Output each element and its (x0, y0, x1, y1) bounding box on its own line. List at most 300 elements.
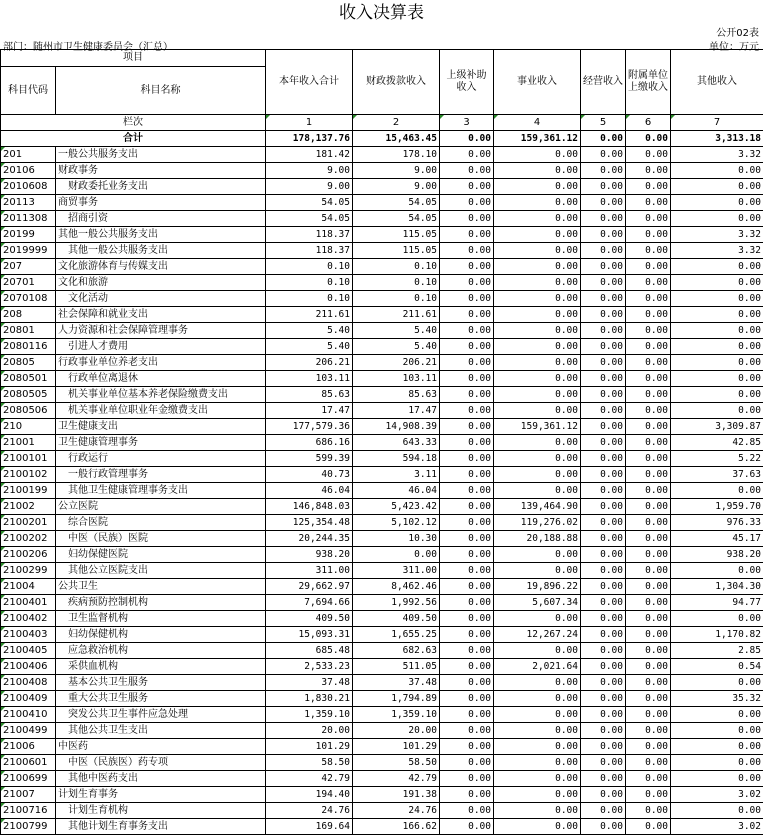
amount-cell: 0.00 (626, 403, 671, 419)
table-row (1, 435, 763, 451)
amount-cell: 0.00 (494, 355, 581, 371)
amount-cell: 5,102.12 (353, 515, 440, 531)
subject-code-cell: 2100499 (1, 723, 56, 739)
amount-cell: 0.00 (440, 755, 494, 771)
subject-code-cell: 2080506 (1, 403, 56, 419)
amount-cell: 0.00 (581, 275, 626, 291)
subject-name-cell: 其他计划生育事务支出 (56, 819, 266, 835)
amount-cell: 0.00 (494, 755, 581, 771)
subject-name-cell: 一般行政管理事务 (56, 467, 266, 483)
table-row (1, 739, 763, 755)
amount-cell: 0.00 (581, 515, 626, 531)
subject-name-cell: 其他一般公共服务支出 (56, 227, 266, 243)
subject-code-cell: 2100699 (1, 771, 56, 787)
subject-name-cell: 计划生育事务 (56, 787, 266, 803)
amount-cell: 9.00 (266, 179, 353, 195)
amount-cell: 0.00 (581, 339, 626, 355)
table-row (1, 147, 763, 163)
amount-cell: 0.00 (671, 275, 763, 291)
amount-cell: 54.05 (353, 211, 440, 227)
amount-cell: 119,276.02 (494, 515, 581, 531)
subject-code-cell: 21007 (1, 787, 56, 803)
table-row (1, 531, 763, 547)
amount-cell: 0.00 (440, 611, 494, 627)
amount-cell: 0.00 (626, 563, 671, 579)
amount-cell: 409.50 (353, 611, 440, 627)
amount-cell: 0.00 (494, 259, 581, 275)
amount-cell: 0.00 (494, 403, 581, 419)
table-row (1, 499, 763, 515)
col-superior-subsidy-header: 上级补助收入 (440, 50, 494, 115)
amount-cell: 0.00 (626, 275, 671, 291)
amount-cell: 115.05 (353, 243, 440, 259)
amount-cell: 54.05 (353, 195, 440, 211)
income-final-accounts-table (0, 49, 763, 835)
amount-cell: 0.00 (440, 371, 494, 387)
table-row (1, 579, 763, 595)
subject-code-cell: 20113 (1, 195, 56, 211)
amount-cell: 0.00 (671, 163, 763, 179)
amount-cell: 0.00 (581, 803, 626, 819)
subject-name-cell: 机关事业单位基本养老保险缴费支出 (56, 387, 266, 403)
subject-name-cell: 疾病预防控制机构 (56, 595, 266, 611)
amount-cell: 938.20 (266, 547, 353, 563)
amount-cell: 0.00 (626, 755, 671, 771)
amount-cell: 0.00 (440, 211, 494, 227)
amount-cell: 0.00 (494, 691, 581, 707)
amount-cell: 0.00 (494, 291, 581, 307)
column-number: 2 (353, 115, 440, 131)
amount-cell: 37.63 (671, 467, 763, 483)
amount-cell: 0.00 (440, 547, 494, 563)
amount-cell: 9.00 (353, 163, 440, 179)
amount-cell: 211.61 (353, 307, 440, 323)
amount-cell: 0.00 (494, 147, 581, 163)
amount-cell: 0.00 (440, 531, 494, 547)
subject-code-cell: 2010608 (1, 179, 56, 195)
amount-cell: 0.00 (671, 195, 763, 211)
amount-cell: 0.00 (626, 147, 671, 163)
subject-name-cell: 行政运行 (56, 451, 266, 467)
subject-name-cell: 引进人才费用 (56, 339, 266, 355)
subject-code-cell: 2100101 (1, 451, 56, 467)
table-row (1, 227, 763, 243)
amount-cell: 0.00 (581, 403, 626, 419)
amount-cell: 0.00 (581, 291, 626, 307)
amount-cell: 0.00 (626, 595, 671, 611)
subject-code-cell: 2100409 (1, 691, 56, 707)
table-row (1, 451, 763, 467)
subject-name-cell: 财政委托业务支出 (56, 179, 266, 195)
subject-name-cell: 文化和旅游 (56, 275, 266, 291)
amount-cell: 0.00 (440, 595, 494, 611)
amount-cell: 0.00 (581, 243, 626, 259)
amount-cell: 0.00 (494, 467, 581, 483)
subject-name-cell: 卫生监督机构 (56, 611, 266, 627)
amount-cell: 178.10 (353, 147, 440, 163)
amount-cell: 0.00 (581, 595, 626, 611)
amount-cell: 0.00 (494, 243, 581, 259)
total-row (1, 131, 763, 147)
amount-cell: 0.00 (626, 227, 671, 243)
column-number: 6 (626, 115, 671, 131)
amount-cell: 0.00 (494, 163, 581, 179)
amount-cell: 159,361.12 (494, 419, 581, 435)
amount-cell: 0.00 (494, 195, 581, 211)
amount-cell: 0.00 (494, 771, 581, 787)
amount-cell: 0.00 (440, 355, 494, 371)
col-other-income-header: 其他收入 (671, 50, 763, 115)
amount-cell: 0.00 (581, 147, 626, 163)
amount-cell: 3.02 (671, 787, 763, 803)
table-row (1, 275, 763, 291)
col-affiliate-remittance-header: 附属单位上缴收入 (626, 50, 671, 115)
amount-cell: 42.85 (671, 435, 763, 451)
subject-code-cell: 21006 (1, 739, 56, 755)
amount-cell: 5.40 (266, 339, 353, 355)
subject-name-cell: 基本公共卫生服务 (56, 675, 266, 691)
table-row (1, 419, 763, 435)
column-number: 3 (440, 115, 494, 131)
amount-cell: 0.00 (671, 707, 763, 723)
subject-name-cell: 卫生健康管理事务 (56, 435, 266, 451)
subject-code-cell: 2100410 (1, 707, 56, 723)
amount-cell: 0.00 (440, 275, 494, 291)
amount-cell: 46.04 (266, 483, 353, 499)
amount-cell: 0.00 (581, 211, 626, 227)
amount-cell: 0.00 (440, 243, 494, 259)
amount-cell: 0.00 (494, 387, 581, 403)
amount-cell: 35.32 (671, 691, 763, 707)
subject-code-cell: 2100799 (1, 819, 56, 835)
subject-code-cell: 207 (1, 259, 56, 275)
subject-code-cell: 2100405 (1, 643, 56, 659)
subject-code-cell: 201 (1, 147, 56, 163)
amount-cell: 0.00 (671, 323, 763, 339)
amount-cell: 0.00 (581, 467, 626, 483)
amount-cell: 0.00 (440, 675, 494, 691)
department-label: 部门：随州市卫生健康委员会（汇总） (3, 42, 173, 53)
amount-cell: 1,304.30 (671, 579, 763, 595)
amount-cell: 0.00 (581, 387, 626, 403)
subject-name-cell: 突发公共卫生事件应急处理 (56, 707, 266, 723)
amount-cell: 58.50 (353, 755, 440, 771)
amount-cell: 0.00 (626, 483, 671, 499)
table-row (1, 371, 763, 387)
subject-code-cell: 2100408 (1, 675, 56, 691)
amount-cell: 5,607.34 (494, 595, 581, 611)
amount-cell: 0.00 (581, 627, 626, 643)
subject-code-cell: 2080501 (1, 371, 56, 387)
amount-cell: 0.00 (626, 579, 671, 595)
amount-cell: 643.33 (353, 435, 440, 451)
amount-cell: 0.00 (581, 579, 626, 595)
amount-cell: 15,093.31 (266, 627, 353, 643)
subject-code-cell: 2100102 (1, 467, 56, 483)
subject-code-cell: 20106 (1, 163, 56, 179)
table-row (1, 307, 763, 323)
amount-cell: 0.00 (581, 499, 626, 515)
amount-cell: 0.00 (440, 451, 494, 467)
table-row (1, 467, 763, 483)
amount-cell: 682.63 (353, 643, 440, 659)
amount-cell: 0.00 (581, 611, 626, 627)
amount-cell: 0.00 (626, 179, 671, 195)
amount-cell: 0.00 (581, 643, 626, 659)
amount-cell: 0.00 (440, 707, 494, 723)
table-row (1, 339, 763, 355)
amount-cell: 0.00 (440, 579, 494, 595)
total-value: 159,361.12 (494, 131, 581, 147)
amount-cell: 0.00 (626, 803, 671, 819)
amount-cell: 0.00 (581, 739, 626, 755)
amount-cell: 0.00 (440, 323, 494, 339)
amount-cell: 0.00 (581, 451, 626, 467)
amount-cell: 0.00 (581, 691, 626, 707)
amount-cell: 0.00 (440, 563, 494, 579)
amount-cell: 94.77 (671, 595, 763, 611)
amount-cell: 0.00 (671, 291, 763, 307)
amount-cell: 0.00 (440, 723, 494, 739)
amount-cell: 0.00 (671, 771, 763, 787)
amount-cell: 0.00 (581, 707, 626, 723)
amount-cell: 24.76 (266, 803, 353, 819)
amount-cell: 0.00 (581, 307, 626, 323)
total-value: 0.00 (440, 131, 494, 147)
amount-cell: 0.00 (581, 179, 626, 195)
col-operating-income-header: 经营收入 (581, 50, 626, 115)
amount-cell: 0.00 (671, 803, 763, 819)
table-row (1, 659, 763, 675)
amount-cell: 85.63 (266, 387, 353, 403)
subject-name-cell: 文化活动 (56, 291, 266, 307)
amount-cell: 37.48 (353, 675, 440, 691)
subject-code-cell: 2080116 (1, 339, 56, 355)
table-row (1, 243, 763, 259)
amount-cell: 0.00 (626, 435, 671, 451)
amount-cell: 0.00 (671, 675, 763, 691)
table-row (1, 195, 763, 211)
amount-cell: 0.00 (626, 451, 671, 467)
subject-name-cell: 人力资源和社会保障管理事务 (56, 323, 266, 339)
subject-name-cell: 招商引资 (56, 211, 266, 227)
amount-cell: 0.00 (671, 355, 763, 371)
amount-cell: 3,309.87 (671, 419, 763, 435)
amount-cell: 0.00 (494, 211, 581, 227)
subject-name-cell: 其他中医药支出 (56, 771, 266, 787)
amount-cell: 976.33 (671, 515, 763, 531)
amount-cell: 24.76 (353, 803, 440, 819)
amount-cell: 0.00 (440, 739, 494, 755)
amount-cell: 1,959.70 (671, 499, 763, 515)
subject-name-cell: 公立医院 (56, 499, 266, 515)
amount-cell: 0.00 (440, 163, 494, 179)
amount-cell: 0.00 (494, 451, 581, 467)
amount-cell: 181.42 (266, 147, 353, 163)
amount-cell: 599.39 (266, 451, 353, 467)
amount-cell: 5.40 (353, 339, 440, 355)
total-value: 15,463.45 (353, 131, 440, 147)
table-row (1, 355, 763, 371)
subject-name-cell: 公共卫生 (56, 579, 266, 595)
amount-cell: 0.00 (494, 179, 581, 195)
amount-cell: 8,462.46 (353, 579, 440, 595)
column-number: 4 (494, 115, 581, 131)
subject-code-cell: 2100299 (1, 563, 56, 579)
amount-cell: 5.40 (353, 323, 440, 339)
amount-cell: 0.00 (626, 707, 671, 723)
amount-cell: 0.00 (440, 467, 494, 483)
amount-cell: 125,354.48 (266, 515, 353, 531)
amount-cell: 0.10 (266, 275, 353, 291)
amount-cell: 409.50 (266, 611, 353, 627)
amount-cell: 0.00 (671, 371, 763, 387)
amount-cell: 0.00 (626, 643, 671, 659)
amount-cell: 0.00 (671, 755, 763, 771)
column-number: 5 (581, 115, 626, 131)
amount-cell: 0.00 (440, 499, 494, 515)
amount-cell: 0.00 (440, 819, 494, 835)
amount-cell: 0.00 (626, 691, 671, 707)
amount-cell: 0.00 (440, 227, 494, 243)
subject-code-cell: 21001 (1, 435, 56, 451)
form-number: 公开02表 (716, 28, 759, 39)
amount-cell: 1,359.10 (266, 707, 353, 723)
amount-cell: 206.21 (266, 355, 353, 371)
amount-cell: 0.00 (626, 739, 671, 755)
table-row (1, 547, 763, 563)
amount-cell: 0.00 (671, 723, 763, 739)
amount-cell: 0.00 (440, 259, 494, 275)
amount-cell: 0.00 (494, 739, 581, 755)
amount-cell: 0.00 (626, 819, 671, 835)
table-row (1, 515, 763, 531)
amount-cell: 2,021.64 (494, 659, 581, 675)
subject-code-cell: 2100201 (1, 515, 56, 531)
amount-cell: 0.00 (581, 819, 626, 835)
project-header: 项目 (1, 50, 266, 67)
amount-cell: 166.62 (353, 819, 440, 835)
amount-cell: 118.37 (266, 227, 353, 243)
table-row (1, 707, 763, 723)
amount-cell: 0.00 (626, 211, 671, 227)
amount-cell: 0.00 (581, 355, 626, 371)
amount-cell: 0.00 (626, 163, 671, 179)
amount-cell: 938.20 (671, 547, 763, 563)
amount-cell: 0.10 (266, 291, 353, 307)
amount-cell: 0.00 (440, 403, 494, 419)
amount-cell: 0.00 (440, 339, 494, 355)
amount-cell: 5,423.42 (353, 499, 440, 515)
column-number: 7 (671, 115, 763, 131)
column-number: 1 (266, 115, 353, 131)
amount-cell: 29,662.97 (266, 579, 353, 595)
table-row (1, 483, 763, 499)
amount-cell: 0.00 (581, 563, 626, 579)
amount-cell: 0.00 (626, 659, 671, 675)
amount-cell: 0.00 (581, 755, 626, 771)
amount-cell: 0.54 (671, 659, 763, 675)
amount-cell: 0.00 (494, 307, 581, 323)
amount-cell: 0.00 (494, 787, 581, 803)
amount-cell: 0.00 (494, 563, 581, 579)
amount-cell: 0.00 (440, 787, 494, 803)
col-total-income-header: 本年收入合计 (266, 50, 353, 115)
amount-cell: 9.00 (266, 163, 353, 179)
amount-cell: 2,533.23 (266, 659, 353, 675)
amount-cell: 0.00 (626, 515, 671, 531)
subject-code-cell: 2070108 (1, 291, 56, 307)
amount-cell: 0.00 (626, 419, 671, 435)
amount-cell: 20.00 (266, 723, 353, 739)
amount-cell: 103.11 (353, 371, 440, 387)
table-row (1, 675, 763, 691)
amount-cell: 146,848.03 (266, 499, 353, 515)
amount-cell: 0.00 (626, 355, 671, 371)
table-row (1, 755, 763, 771)
amount-cell: 0.00 (440, 691, 494, 707)
subject-code-cell: 2011308 (1, 211, 56, 227)
subject-code-cell: 2100199 (1, 483, 56, 499)
amount-cell: 42.79 (353, 771, 440, 787)
total-value: 0.00 (581, 131, 626, 147)
amount-cell: 169.64 (266, 819, 353, 835)
amount-cell: 1,992.56 (353, 595, 440, 611)
amount-cell: 101.29 (353, 739, 440, 755)
amount-cell: 3.11 (353, 467, 440, 483)
amount-cell: 20.00 (353, 723, 440, 739)
amount-cell: 115.05 (353, 227, 440, 243)
amount-cell: 0.00 (626, 339, 671, 355)
amount-cell: 20,244.35 (266, 531, 353, 547)
amount-cell: 118.37 (266, 243, 353, 259)
table-row (1, 563, 763, 579)
amount-cell: 0.00 (671, 483, 763, 499)
amount-cell: 0.00 (626, 675, 671, 691)
amount-cell: 12,267.24 (494, 627, 581, 643)
amount-cell: 0.00 (671, 403, 763, 419)
amount-cell: 0.00 (581, 531, 626, 547)
amount-cell: 177,579.36 (266, 419, 353, 435)
amount-cell: 0.00 (671, 307, 763, 323)
code-header: 科目代码 (1, 67, 56, 115)
subject-name-cell: 卫生健康支出 (56, 419, 266, 435)
table-row (1, 643, 763, 659)
subject-name-cell: 机关事业单位职业年金缴费支出 (56, 403, 266, 419)
amount-cell: 0.00 (581, 227, 626, 243)
column-number-label: 栏次 (1, 115, 266, 131)
subject-code-cell: 21002 (1, 499, 56, 515)
amount-cell: 3.32 (671, 227, 763, 243)
amount-cell: 0.00 (440, 771, 494, 787)
amount-cell: 194.40 (266, 787, 353, 803)
amount-cell: 0.00 (581, 787, 626, 803)
table-row (1, 723, 763, 739)
amount-cell: 0.00 (440, 307, 494, 323)
amount-cell: 10.30 (353, 531, 440, 547)
total-label: 合计 (1, 131, 266, 147)
total-value: 3,313.18 (671, 131, 763, 147)
subject-code-cell: 2100716 (1, 803, 56, 819)
subject-code-cell: 210 (1, 419, 56, 435)
subject-name-cell: 应急救治机构 (56, 643, 266, 659)
amount-cell: 0.00 (626, 547, 671, 563)
amount-cell: 594.18 (353, 451, 440, 467)
amount-cell: 19,896.22 (494, 579, 581, 595)
table-row (1, 771, 763, 787)
amount-cell: 191.38 (353, 787, 440, 803)
amount-cell: 1,655.25 (353, 627, 440, 643)
